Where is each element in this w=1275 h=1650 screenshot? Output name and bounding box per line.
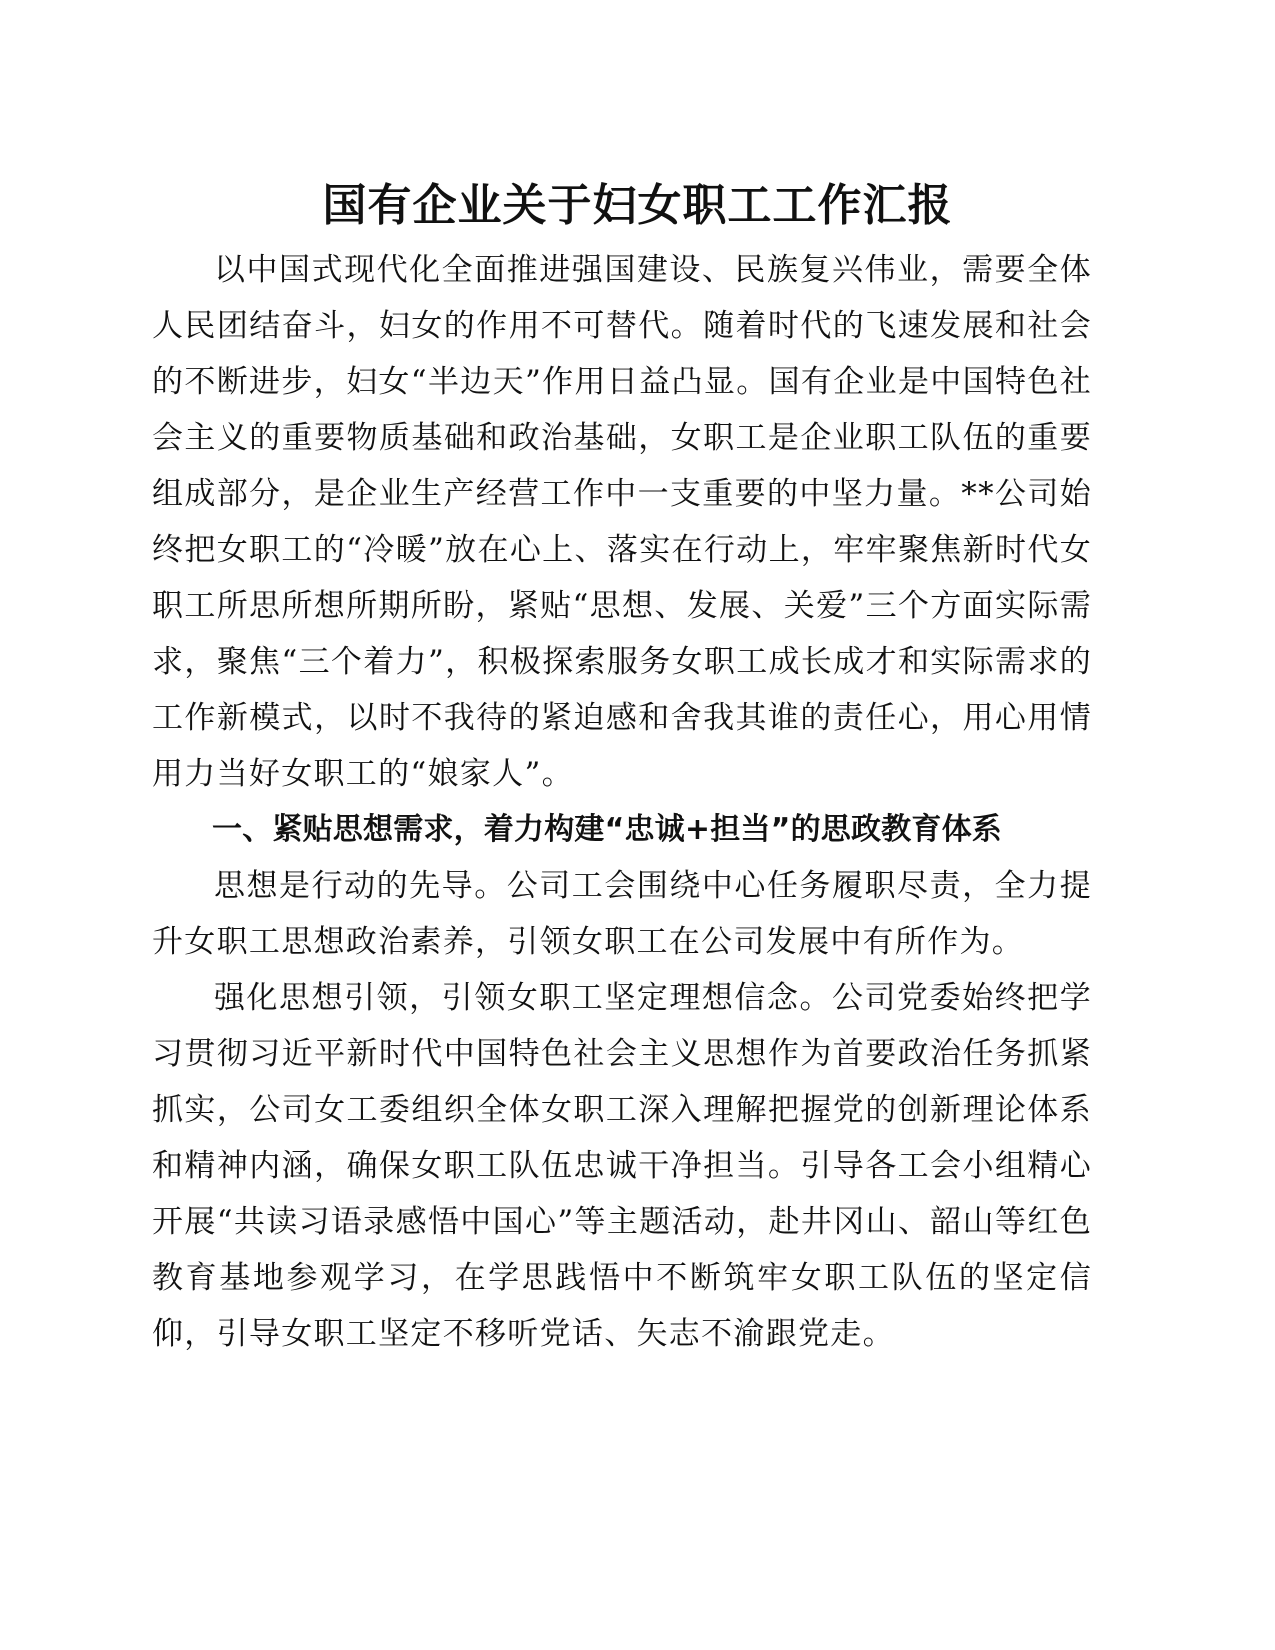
document-title: 国有企业关于妇女职工工作汇报 — [322, 180, 953, 231]
document-body — [152, 242, 1092, 1362]
section-1-paragraph-1: 思想是行动的先导。公司工会围绕中心任务履职尽责，全力提升女职工思想政治素养，引领女职工在公司发展中有所作为。 — [152, 868, 1092, 960]
section-1-heading: 一、紧贴思想需求，着力构建“忠诚+担当”的思政教育体系 — [212, 812, 1002, 847]
intro-paragraph: 以中国式现代化全面推进强国建设、民族复兴伟业，需要全体人民团结奋斗，妇女的作用不可替代。随着时代的飞速发展和社会的不断进步，妇女“半边天”作用日益凸显。国有企业是中国特色社会主义的重要物质基础和政治基础，女职工是企业职工队伍的重要组成部分，是企业生产经营工作中一支重要的中坚力量。**公司始终把女职工的“冷暖”放在心上、落实在行动上，牢牢聚焦新时代女职工所思所想所期所盼，紧贴“思想、发展、关爱”三个方面实际需求，聚焦“三个着力”，积极探索服务女职工成长成才和实际需求的工作新模式，以时不我待的紧迫感和舍我其谁的责任心，用心用情用力当好女职工的“娘家人”。 — [152, 252, 1092, 792]
section-1-paragraph-2: 强化思想引领，引领女职工坚定理想信念。公司党委始终把学习贯彻习近平新时代中国特色社会主义思想作为首要政治任务抓紧抓实，公司女工委组织全体女职工深入理解把握党的创新理论体系和精神内涵，确保女职工队伍忠诚干净担当。引导各工会小组精心开展“共读习语录感悟中国心”等主题活动，赴井冈山、韶山等红色教育基地参观学习，在学思践悟中不断筑牢女职工队伍的坚定信仰，引导女职工坚定不移听党话、矢志不渝跟党走。 — [152, 980, 1092, 1352]
